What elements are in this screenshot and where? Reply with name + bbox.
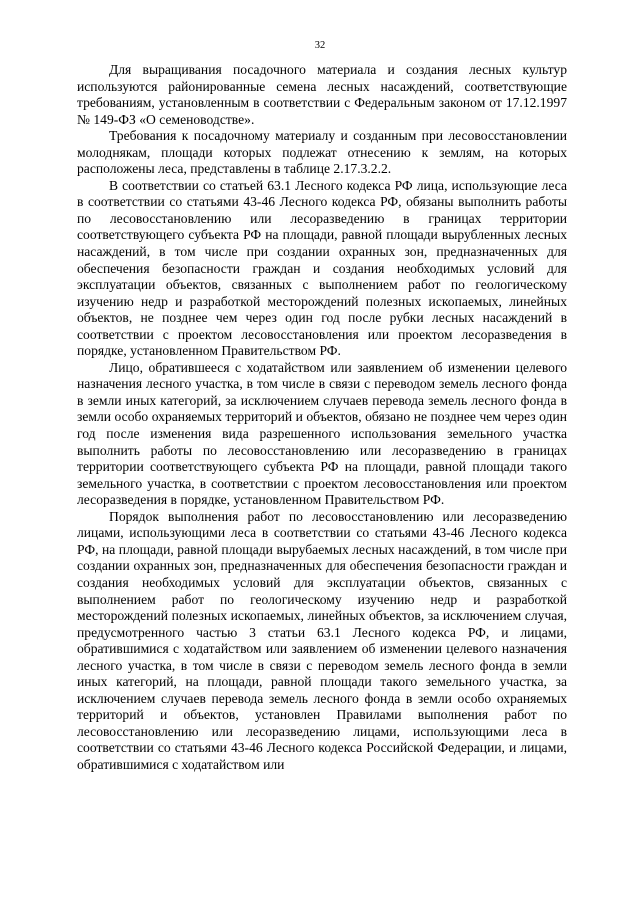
page-number: 32 (314, 40, 326, 51)
paragraph-seed-material: Для выращивания посадочного материала и создания лесных культур используются районированные семена лесных насаждений, соответствующие требованиям, установленным в соответствии с Федеральным законом от 17.12.1997 № 149-ФЗ «О семеноводстве». (77, 62, 567, 127)
paragraph-reforestation-procedure: Порядок выполнения работ по лесовосстановлению или лесоразведению лицами, использующими леса в соответствии со статьями 43-46 Лесного кодекса РФ, на площади, равной площади вырубаемых лесных насаждений, в том числе при создании охранных зон, предназначенных для обеспечения безопасности граждан и создания необходимых условий для эксплуатации объектов, связанных с выполнением работ по геологическому изучению недр и разработкой месторождений полезных ископаемых, линейных объектов, за исключением случая, предусмотренного частью 3 статьи 63.1 Лесного кодекса РФ, и лицами, обратившимися с ходатайством или заявлением об изменении целевого назначения лесного участка, в том числе в связи с переводом земель лесного фонда в земли иных категорий, на площади, равной площади такого земельного участка, за исключением случаев перевода земель лесного фонда в земли особо охраняемых территорий и объектов, установлен Правилами выполнения работ по лесовосстановлению или лесоразведению лицами, использующими леса в соответствии со статьями 43-46 Лесного кодекса Российской Федерации, и лицами, обратившимися с ходатайством или (77, 508, 567, 772)
paragraph-planting-requirements: Требования к посадочному материалу и созданным при лесовосстановлении молоднякам, площади которых подлежат отнесению к землям, на которых расположены леса, представлены в таблице 2.17.3.2.2. (77, 128, 567, 177)
body-text (77, 62, 567, 774)
paragraph-land-category-change: Лицо, обратившееся с ходатайством или заявлением об изменении целевого назначения лесного участка, в том числе в связи с переводом земель лесного фонда в земли иных категорий, за исключением случаев перевода земель лесного фонда в земли особо охраняемых территорий и объектов, обязано не позднее чем через один год после изменения вида разрешенного использования земельного участка выполнить работы по лесовосстановлению или лесоразведению в границах территории соответствующего субъекта РФ на площади, равной площади такого земельного участка, в соответствии с проектом лесовосстановления или проектом лесоразведения в порядке, установленном Правительством РФ. (77, 359, 567, 508)
paragraph-article-63-1: В соответствии со статьей 63.1 Лесного кодекса РФ лица, использующие леса в соответствии со статьями 43-46 Лесного кодекса РФ, обязаны выполнить работы по лесовосстановлению или лесоразведению в границах территории соответствующего субъекта РФ на площади, равной площади вырубленных лесных насаждений, в том числе при создании охранных зон, предназначенных для обеспечения безопасности граждан и создания необходимых условий для эксплуатации объектов, связанных с выполнением работ по геологическому изучению недр и разработкой месторождений полезных ископаемых, линейных объектов, не позднее чем через один год после рубки лесных насаждений в соответствии с проектом лесовосстановления или проектом лесоразведения в порядке, установленном Правительством РФ. (77, 177, 567, 359)
